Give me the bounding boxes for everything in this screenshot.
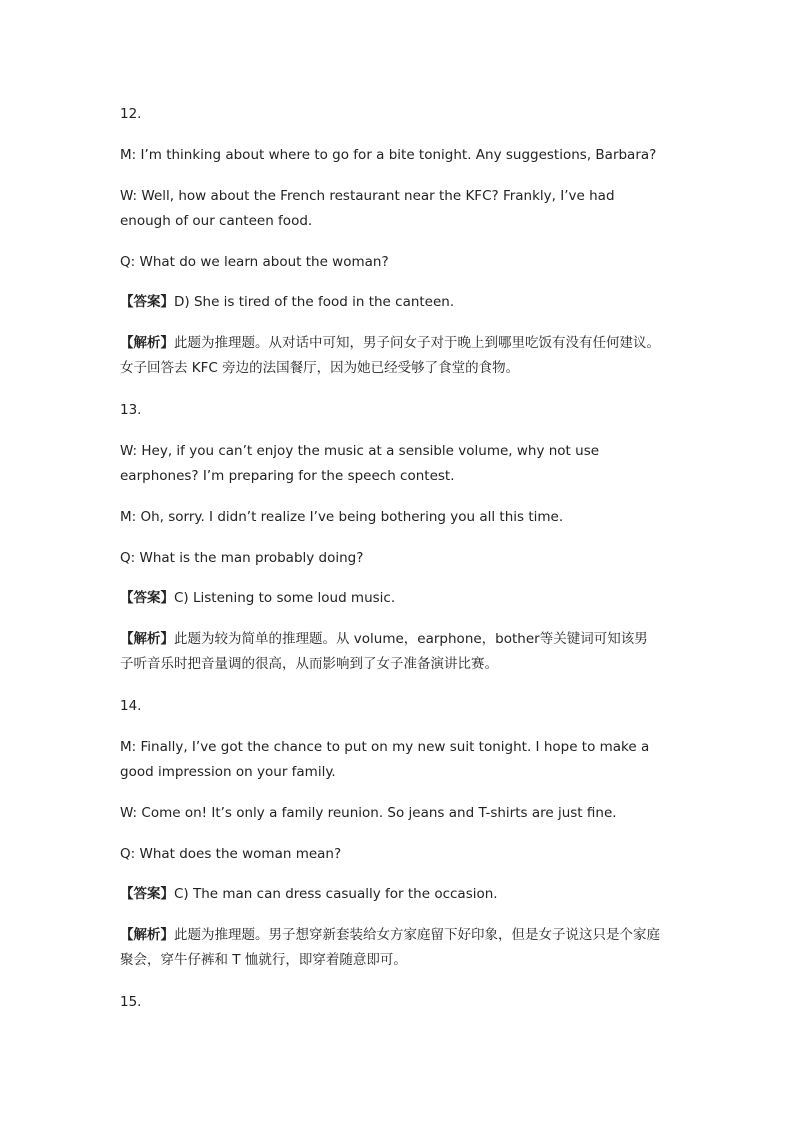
question-number-14: 14.: [120, 698, 142, 714]
dialogue-woman-14: W: Come on! It’s only a family reunion. So jeans and T-shirts are just fine.: [120, 805, 617, 821]
dialogue-man-13: M: Oh, sorry. I didn’t realize I’ve being bothering you all this time.: [120, 509, 564, 525]
dialogue-woman-12-line2: enough of our canteen food.: [120, 213, 313, 229]
analysis-12-line2: 女子回答去 KFC 旁边的法国餐厅，因为她已经受够了食堂的食物。: [120, 360, 520, 376]
answer-12: [120, 292, 454, 312]
answer-13: [120, 588, 395, 608]
dialogue-man-12: M: I’m thinking about where to go for a bite tonight. Any suggestions, Barbara?: [120, 147, 657, 163]
dialogue-man-14-line2: good impression on your family.: [120, 764, 336, 780]
analysis-12-line1: [120, 333, 660, 353]
analysis-14-line2: 聚会，穿牛仔裤和 T 恤就行，即穿着随意即可。: [120, 952, 407, 968]
answer-tag: 【答案】: [120, 590, 174, 606]
question-13: Q: What is the man probably doing?: [120, 550, 364, 566]
analysis-14-line1: [120, 925, 660, 945]
analysis-text: 此题为推理题。从对话中可知，男子问女子对于晚上到哪里吃饭有没有任何建议。: [174, 335, 660, 351]
question-number-15: 15.: [120, 994, 142, 1010]
analysis-13-line1: [120, 629, 648, 649]
analysis-tag: 【解析】: [120, 927, 174, 943]
answer-tag: 【答案】: [120, 886, 174, 902]
question-14: Q: What does the woman mean?: [120, 846, 342, 862]
dialogue-woman-13-line1: W: Hey, if you can’t enjoy the music at a sensible volume, why not use: [120, 443, 600, 459]
answer-text: D) She is tired of the food in the canteen.: [174, 294, 455, 310]
dialogue-woman-12-line1: W: Well, how about the French restaurant near the KFC? Frankly, I’ve had: [120, 188, 615, 204]
question-number-12: 12.: [120, 106, 142, 122]
answer-text: C) The man can dress casually for the occasion.: [174, 886, 498, 902]
question-12: Q: What do we learn about the woman?: [120, 254, 389, 270]
dialogue-man-14-line1: M: Finally, I’ve got the chance to put on my new suit tonight. I hope to make a: [120, 739, 650, 755]
answer-tag: 【答案】: [120, 294, 174, 310]
analysis-13-line2: 子听音乐时把音量调的很高，从而影响到了女子准备演讲比赛。: [120, 656, 498, 672]
analysis-text: 此题为推理题。男子想穿新套装给女方家庭留下好印象，但是女子说这只是个家庭: [174, 927, 660, 943]
answer-14: [120, 884, 498, 904]
dialogue-woman-13-line2: earphones? I’m preparing for the speech contest.: [120, 468, 455, 484]
question-number-13: 13.: [120, 402, 142, 418]
answer-text: C) Listening to some loud music.: [174, 590, 396, 606]
analysis-text: 此题为较为简单的推理题。从 volume，earphone，bother等关键词可知该男: [174, 631, 648, 647]
analysis-tag: 【解析】: [120, 631, 174, 647]
analysis-tag: 【解析】: [120, 335, 174, 351]
